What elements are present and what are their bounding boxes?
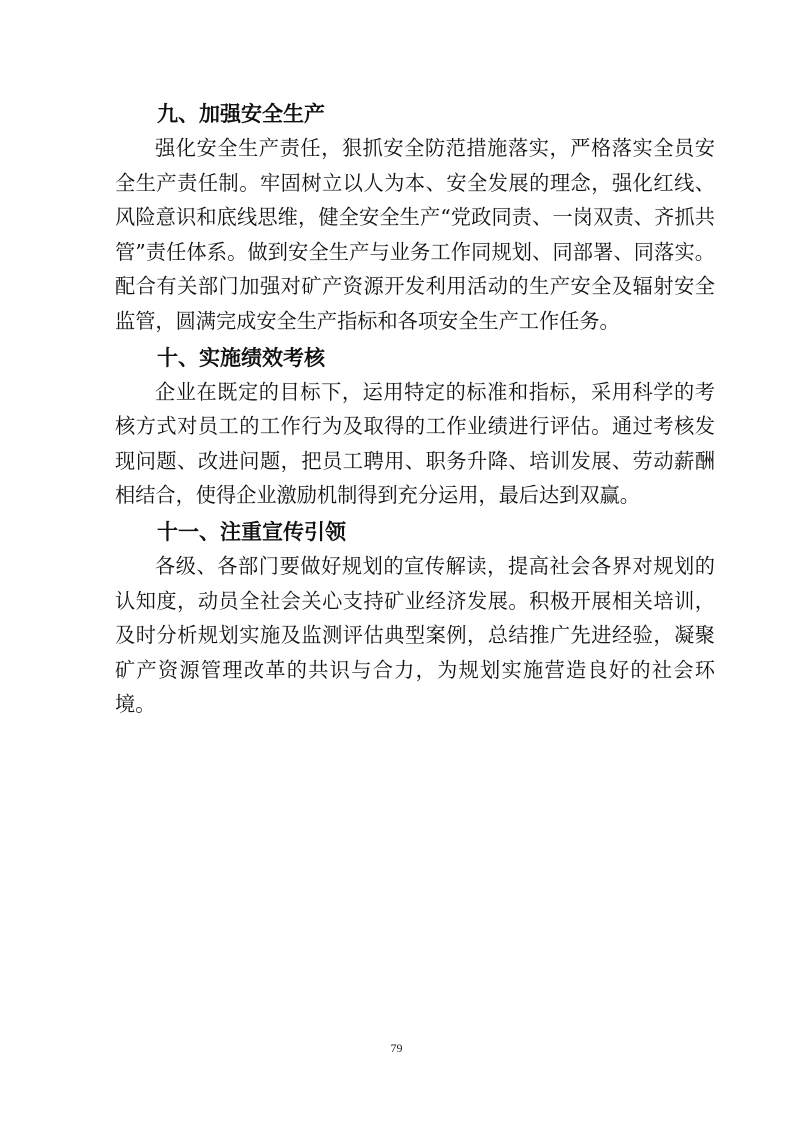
- section-paragraph: 强化安全生产责任，狠抓安全防范措施落实，严格落实全员安全生产责任制。牢固树立以人为本、安全发展的理念，强化红线、风险意识和底线思维，健全安全生产“党政同责、一岗双责、齐抓共管”责任体系。做到安全生产与业务工作同规划、同部署、同落实。配合有关部门加强对矿产资源开发利用活动的生产安全及辐射安全监管，圆满完成安全生产指标和各项安全生产工作任务。: [115, 136, 715, 333]
- page-content: [115, 97, 715, 722]
- section-performance-assessment: [115, 341, 715, 513]
- page-number: 79: [390, 1041, 403, 1055]
- section-publicity-guidance: [115, 515, 715, 722]
- section-heading: 十、实施绩效考核: [157, 345, 325, 370]
- section-paragraph: 企业在既定的目标下，运用特定的标准和指标，采用科学的考核方式对员工的工作行为及取得的工作业绩进行评估。通过考核发现问题、改进问题，把员工聘用、职务升降、培训发展、劳动薪酬相结合，使得企业激励机制得到充分运用，最后达到双赢。: [115, 379, 715, 508]
- section-heading: 九、加强安全生产: [157, 102, 325, 126]
- section-paragraph: 各级、各部门要做好规划的宣传解读，提高社会各界对规划的认知度，动员全社会关心支持矿业经济发展。积极开展相关培训，及时分析规划实施及监测评估典型案例，总结推广先进经验，凝聚矿产资源管理改革的共识与合力，为规划实施营造良好的社会环境。: [115, 553, 715, 717]
- section-heading: 十一、注重宣传引领: [157, 519, 346, 544]
- section-safety-production: [115, 97, 715, 339]
